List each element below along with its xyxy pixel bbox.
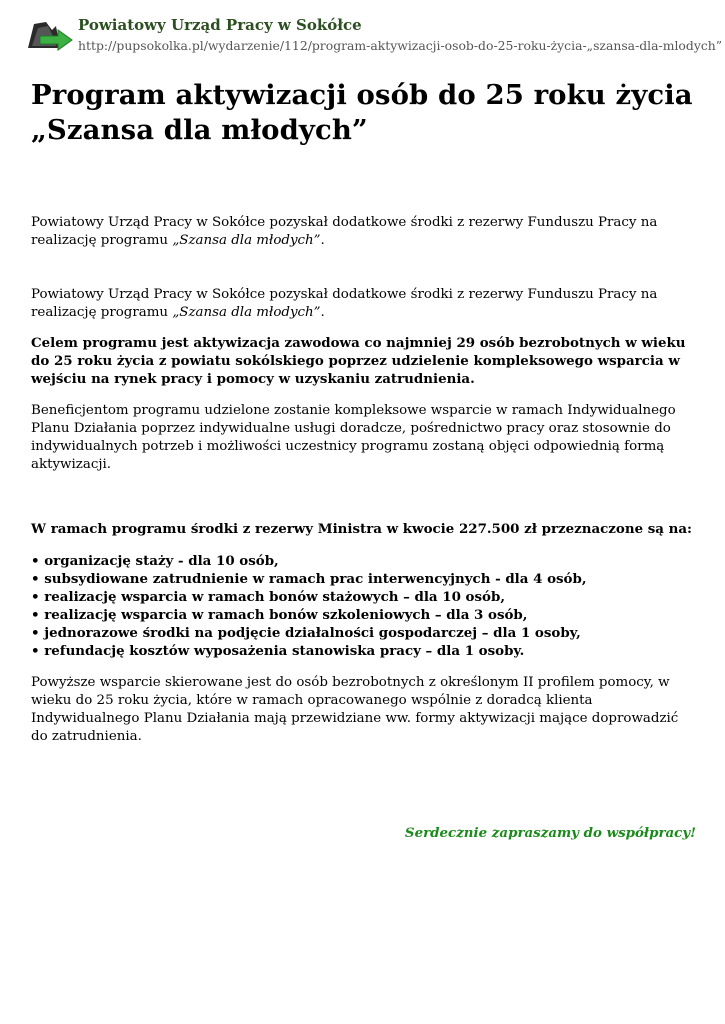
list-item: • refundację kosztów wyposażenia stanowiska pracy – dla 1 osoby. xyxy=(31,642,696,660)
list-item: • organizację staży - dla 10 osób, xyxy=(31,552,696,570)
funds-heading: W ramach programu środki z rezerwy Ministra w kwocie 227.500 zł przeznaczone są na: xyxy=(31,521,692,537)
title-line-1: Program aktywizacji osób do 25 roku życia xyxy=(31,79,693,111)
green-arrow-logo-icon xyxy=(26,18,74,52)
list-item: • realizację wsparcia w ramach bonów stażowych – dla 10 osób, xyxy=(31,588,696,606)
beneficiaries-paragraph: Beneficjentom programu udzielone zostanie kompleksowe wsparcie w ramach Indywidualnego Planu Działania poprzez indywidualne usługi doradcze, pośrednictwo pracy oraz stosownie do indywidualnych potrzeb i możliwości uczestnicy programu zostaną objęci odpowiednią formą aktywizacji. xyxy=(31,403,676,472)
program-name: „Szansa dla młodych” xyxy=(172,233,321,248)
funds-list xyxy=(31,552,696,660)
intro-paragraph-repeat xyxy=(31,286,696,322)
intro-end: . xyxy=(320,233,325,248)
target-group-paragraph: Powyższe wsparcie skierowane jest do osób bezrobotnych z określonym II profilem pomocy, w wieku do 25 roku życia, które w ramach opracowanego wspólnie z doradcą klienta Indywidualnego Planu Działania mają przewidziane ww. formy aktywizacji mające doprowadzić do zatrudnienia. xyxy=(31,675,679,744)
intro-paragraph xyxy=(31,214,696,250)
site-name[interactable]: Powiatowy Urząd Pracy w Sokółce xyxy=(78,16,362,34)
article xyxy=(31,78,696,842)
intro2-end: . xyxy=(320,305,325,320)
page-header xyxy=(26,14,723,56)
intro-text: Powiatowy Urząd Pracy w Sokółce pozyskał dodatkowe środki z rezerwy Funduszu Pracy na realizację programu xyxy=(31,215,658,248)
goal-paragraph: Celem programu jest aktywizacja zawodowa co najmniej 29 osób bezrobotnych w wieku do 25 roku życia z powiatu sokólskiego poprzez udzielenie kompleksowego wsparcia w wejściu na rynek pracy i pomocy w uzyskaniu zatrudnienia. xyxy=(31,335,686,387)
closing-invitation: Serdecznie zapraszamy do współpracy! xyxy=(404,825,696,841)
list-item: • subsydiowane zatrudnienie w ramach prac interwencyjnych - dla 4 osób, xyxy=(31,570,696,588)
intro2-text: Powiatowy Urząd Pracy w Sokółce pozyskał dodatkowe środki z rezerwy Funduszu Pracy na realizację programu xyxy=(31,287,658,320)
list-item: • jednorazowe środki na podjęcie działalności gospodarczej – dla 1 osoby, xyxy=(31,624,696,642)
page-title xyxy=(31,78,696,148)
list-item: • realizację wsparcia w ramach bonów szkoleniowych – dla 3 osób, xyxy=(31,606,696,624)
program-name-repeat: „Szansa dla młodych” xyxy=(172,305,321,320)
title-line-2: „Szansa dla młodych” xyxy=(31,114,368,146)
page-url[interactable]: http://pupsokolka.pl/wydarzenie/112/program-aktywizacji-osob-do-25-roku-życia-„szansa-dla-mlodych” xyxy=(78,38,723,53)
